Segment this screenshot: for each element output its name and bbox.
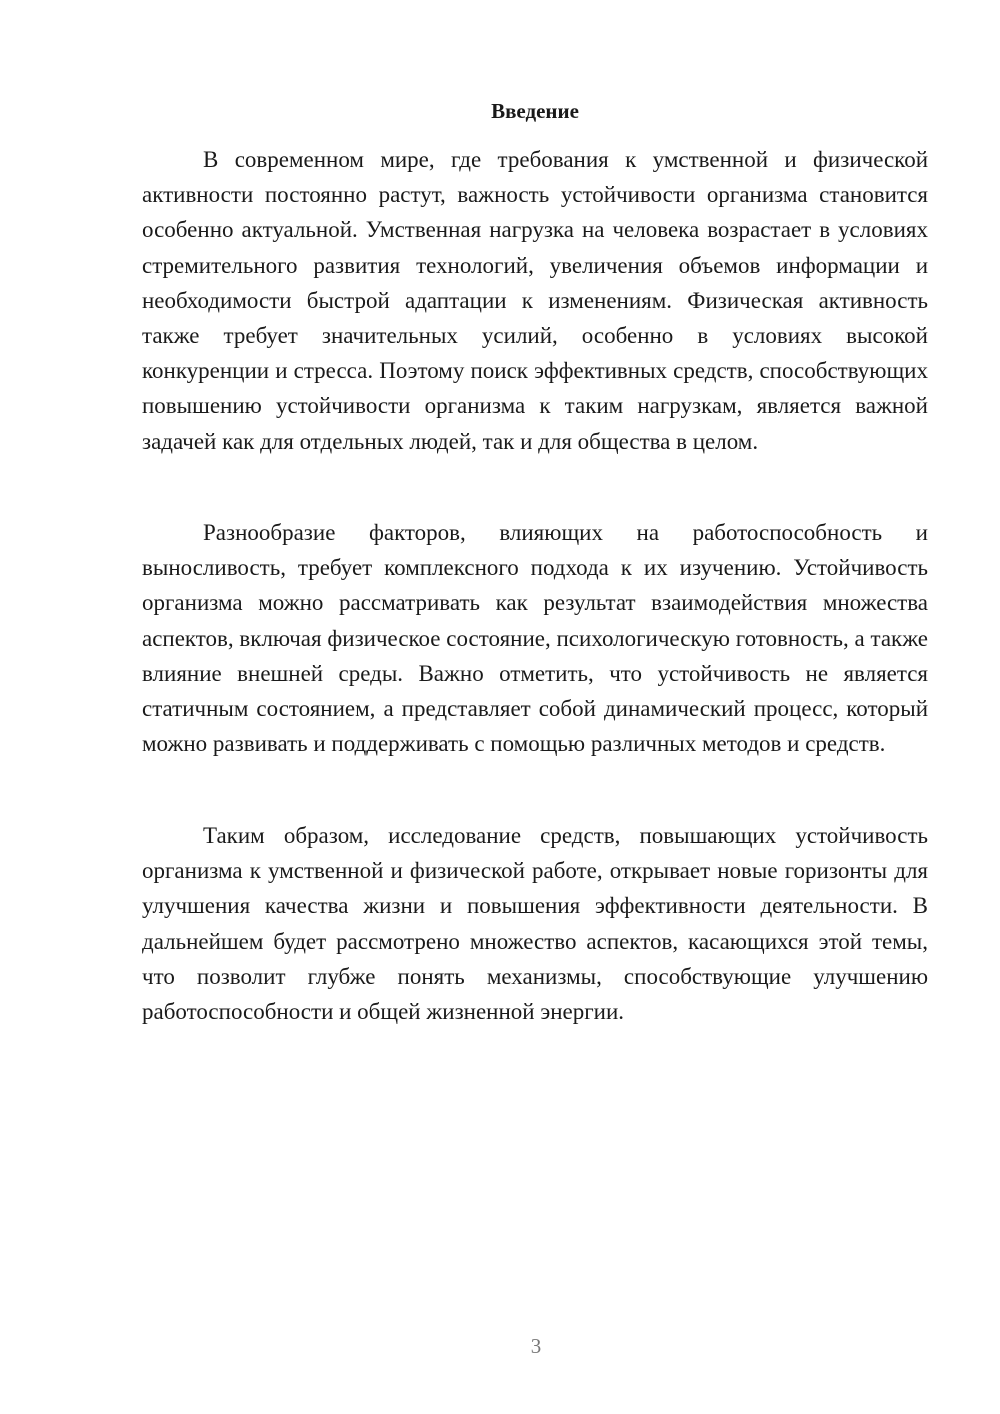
section-heading: Введение xyxy=(491,99,579,123)
page-number: 3 xyxy=(530,1334,542,1358)
paragraph-2: Разнообразие факторов, влияющих на работоспособность и выносливость, требует комплексного подхода к их изучению. Устойчивость организма можно рассматривать как результат взаимодействия множества аспектов, включая физическое состояние, психологическую готовность, а также влияние внешней среды. Важно отметить, что устойчивость не является статичным состоянием, а представляет собой динамический процесс, который можно развивать и поддерживать с помощью различных методов и средств. xyxy=(142,520,928,757)
paragraph-1: В современном мире, где требования к умственной и физической активности постоянно растут, важность устойчивости организма становится особенно актуальной. Умственная нагрузка на человека возрастает в условиях стремительного развития технологий, увеличения объемов информации и необходимости быстрой адаптации к изменениям. Физическая активность также требует значительных усилий, особенно в условиях высокой конкуренции и стресса. Поэтому поиск эффективных средств, способствующих повышению устойчивости организма к таким нагрузкам, является важной задачей как для отдельных людей, так и для общества в целом. xyxy=(142,147,928,454)
paragraph-3: Таким образом, исследование средств, повышающих устойчивость организма к умственной и физической работе, открывает новые горизонты для улучшения качества жизни и повышения эффективности деятельности. В дальнейшем будет рассмотрено множество аспектов, касающихся этой темы, что позволит глубже понять механизмы, способствующие улучшению работоспособности и общей жизненной энергии. xyxy=(142,823,928,1025)
